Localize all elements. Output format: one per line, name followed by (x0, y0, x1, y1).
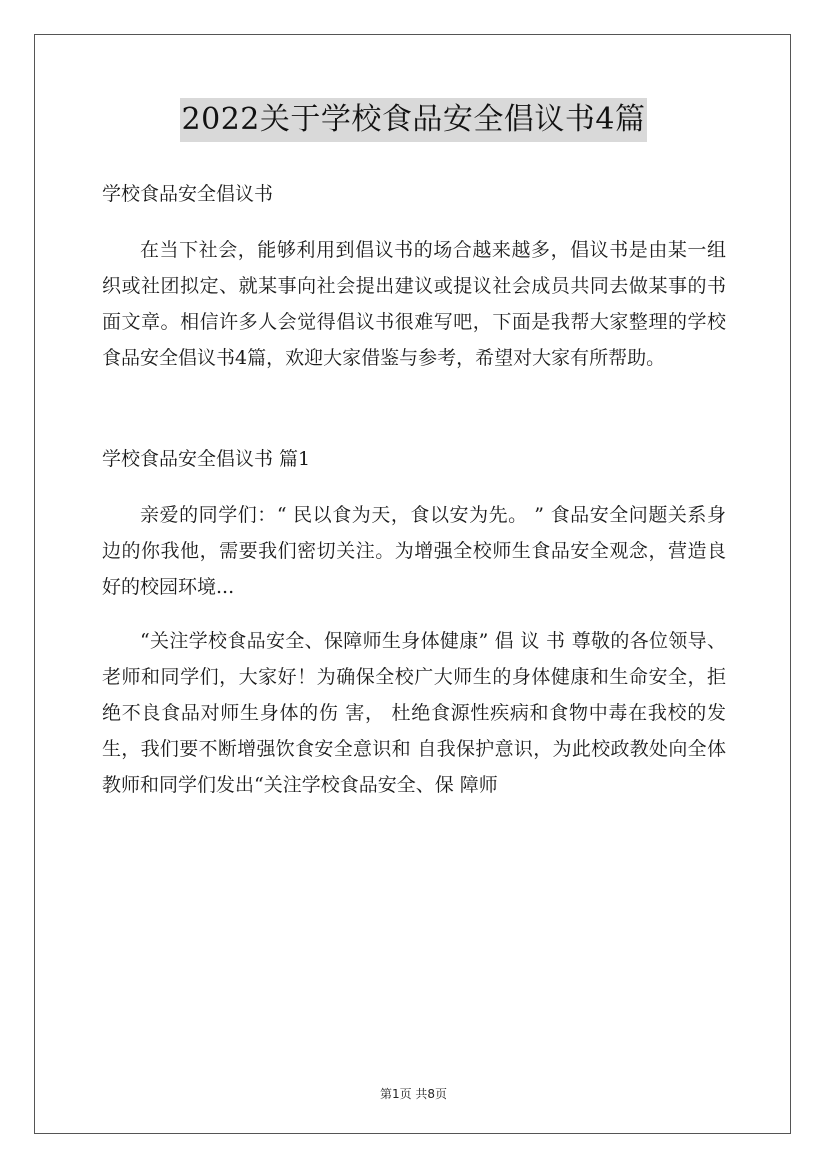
intro-heading: 学校食品安全倡议书 (102, 183, 274, 205)
intro-paragraph: 在当下社会，能够利用到倡议书的场合越来越多，倡议书是由某一组织或社团拟定、就某事向社会提出建议或提议社会成员共同去做某事的书面文章。相信许多人会觉得倡议书很难写吧，下面是我帮大家整理的学校食品安全倡议书4篇，欢迎大家借鉴与参考，希望对大家有所帮助。 (102, 239, 726, 369)
page-footer (0, 1085, 827, 1102)
spacer (102, 477, 726, 497)
section1-paragraph-1: 亲爱的同学们：“ 民以食为天，食以安为先。 ” 食品安全问题关系身边的你我他，需要我们密切关注。为增强全校师生食品安全观念，营造良好的校园环境... (102, 504, 726, 598)
spacer (102, 376, 726, 441)
title-container (0, 98, 827, 142)
spacer (102, 605, 726, 623)
page-indicator: 第1页 共8页 (379, 1087, 448, 1101)
document-title: 2022关于学校食品安全倡议书4篇 (180, 98, 648, 142)
document-body (102, 176, 726, 803)
section1-heading: 学校食品安全倡议书 篇1 (102, 448, 311, 470)
section1-paragraph-2: “关注学校食品安全、保障师生身体健康” 倡 议 书 尊敬的各位领导、老师和同学们，大家好！为确保全校广大师生的身体健康和生命安全，拒绝不良食品对师生身体的伤 害， 杜绝食源性疾病和食物中毒在我校的发生，我们要不断增强饮食安全意识和 自我保护意识，为此校政教处向全体教师和同学们发出“关注学校食品安全、保 障师 (102, 630, 726, 796)
spacer (102, 212, 726, 232)
